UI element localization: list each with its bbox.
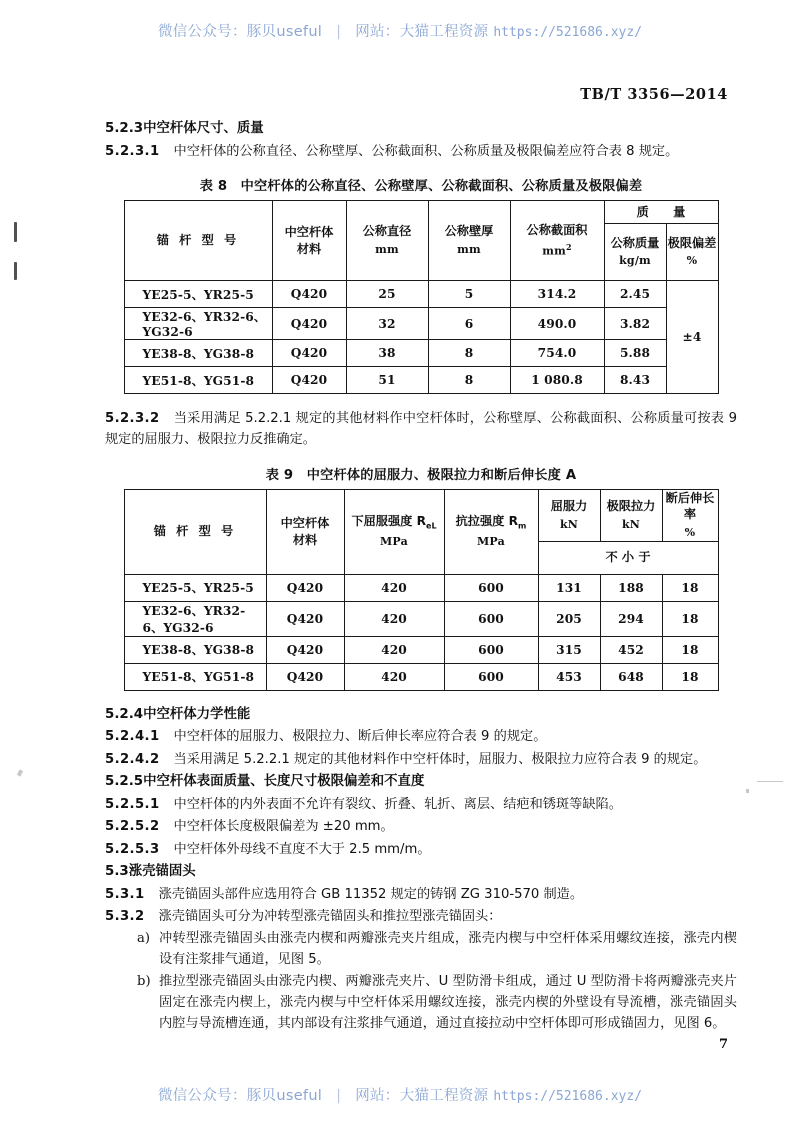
table9-th-not-less-than: 不 小 于 bbox=[538, 541, 718, 574]
clause-text: 中空杆体长度极限偏差为 ±20 mm。 bbox=[173, 819, 394, 835]
table8-header-row-1 bbox=[124, 201, 718, 224]
table9-cell-model: YE51-8、YG51-8 bbox=[124, 663, 266, 690]
table8-cell-model: YE25-5、YR25-5 bbox=[124, 281, 272, 308]
table9-th-yield-strength: 下屈服强度 $R_{eL}$ MPa bbox=[344, 489, 444, 574]
table9-cell-elongation: 18 bbox=[662, 574, 718, 601]
table8-cell-material: Q420 bbox=[272, 281, 346, 308]
table8-cell-diameter: 32 bbox=[346, 308, 428, 340]
list-item-a-label: a) bbox=[137, 931, 151, 947]
clause-text: 中空杆体外母线不直度不大于 2.5 mm/m。 bbox=[173, 841, 431, 857]
table9-cell-yield-force: 315 bbox=[538, 636, 600, 663]
clause-number: 5.2.4.2 bbox=[105, 751, 160, 767]
table8-caption: 表 8 中空杆体的公称直径、公称壁厚、公称截面积、公称质量及极限偏差 bbox=[199, 179, 643, 195]
table9-cell-yield-force: 205 bbox=[538, 601, 600, 636]
scan-artifact-line bbox=[757, 781, 783, 782]
clause-5-2-5-2 bbox=[105, 816, 737, 837]
watermark-url: https://521686.xyz/ bbox=[493, 25, 643, 40]
list-item-b bbox=[105, 971, 737, 1034]
table8-cell-model: YE32-6、YR32-6、YG32-6 bbox=[124, 308, 272, 340]
table8-cell-deviation: ±4 bbox=[666, 281, 718, 394]
table-row bbox=[124, 340, 718, 367]
table9-cell-tensile-strength: 600 bbox=[444, 574, 538, 601]
scan-artifact-mark bbox=[14, 262, 17, 280]
clause-number: 5.2.3.2 bbox=[105, 411, 160, 427]
watermark-url: https://521686.xyz/ bbox=[493, 1089, 643, 1104]
table8-cell-wall: 8 bbox=[428, 367, 510, 394]
table9-cell-elongation: 18 bbox=[662, 636, 718, 663]
table9-th-material: 中空杆体 材料 bbox=[266, 489, 344, 574]
table8-cell-mass: 3.82 bbox=[604, 308, 666, 340]
table8-th-material: 中空杆体 材料 bbox=[272, 201, 346, 281]
clause-5-2-4-1 bbox=[105, 726, 737, 747]
table-row bbox=[124, 601, 718, 636]
clause-text: 当采用满足 5.2.2.1 规定的其他材料作中空杆体时，公称壁厚、公称截面积、公称质量可按表 9 规定的屈服力、极限拉力反推确定。 bbox=[105, 411, 737, 448]
table-row bbox=[124, 281, 718, 308]
clause-title: 中空杆体表面质量、长度尺寸极限偏差和不直度 bbox=[143, 774, 425, 790]
list-item-a bbox=[105, 928, 737, 970]
standard-identifier: TB/T 3356—2014 bbox=[580, 86, 728, 103]
table9-cell-ultimate-force: 452 bbox=[600, 636, 662, 663]
table9-cell-yield-force: 453 bbox=[538, 663, 600, 690]
clause-5-2-5-3 bbox=[105, 839, 737, 860]
table8-th-section-area: 公称截面积 $mm^2$ bbox=[510, 201, 604, 281]
table9 bbox=[124, 489, 719, 691]
watermark-separator: | bbox=[336, 24, 342, 40]
table9-caption: 表 9 中空杆体的屈服力、极限拉力和断后伸长度 A bbox=[265, 467, 577, 483]
clause-5-3-2 bbox=[105, 906, 737, 927]
list-item-b-text: 推拉型涨壳锚固头由涨壳内楔、两瓣涨壳夹片、U 型防滑卡组成，通过 U 型防滑卡将两瓣涨壳夹片固定在涨壳内楔上，涨壳内楔与中空杆体采用螺纹连接，涨壳内楔的外壁设有导流槽，涨壳锚固头内腔与导流槽连通，其内部设有注浆排气通道，通过直接拉动中空杆体即可形成锚固力，见图 6。 bbox=[159, 973, 737, 1031]
table8-th-wall-thickness: 公称壁厚 mm bbox=[428, 201, 510, 281]
table8-cell-wall: 8 bbox=[428, 340, 510, 367]
table9-cell-yield-strength: 420 bbox=[344, 601, 444, 636]
table8-th-deviation: 极限偏差 % bbox=[666, 224, 718, 281]
table-row bbox=[124, 574, 718, 601]
table8-cell-material: Q420 bbox=[272, 308, 346, 340]
table9-cell-tensile-strength: 600 bbox=[444, 601, 538, 636]
table-row bbox=[124, 367, 718, 394]
table8-cell-diameter: 25 bbox=[346, 281, 428, 308]
clause-text: 中空杆体的内外表面不允许有裂纹、折叠、轧折、离层、结疤和锈斑等缺陷。 bbox=[173, 796, 622, 812]
clause-5-2-5 bbox=[105, 771, 737, 793]
clause-text: 涨壳锚固头部件应选用符合 GB 11352 规定的铸钢 ZG 310-570 制造。 bbox=[158, 886, 584, 902]
table9-cell-yield-strength: 420 bbox=[344, 663, 444, 690]
clause-5-2-3 bbox=[105, 118, 737, 140]
table9-cell-yield-force: 131 bbox=[538, 574, 600, 601]
table9-cell-ultimate-force: 294 bbox=[600, 601, 662, 636]
table8-cell-mass: 8.43 bbox=[604, 367, 666, 394]
clause-5-2-3-1 bbox=[105, 141, 737, 162]
clause-5-2-4-2 bbox=[105, 749, 737, 770]
table8-cell-material: Q420 bbox=[272, 367, 346, 394]
list-item-b-label: b) bbox=[137, 973, 151, 989]
table9-th-model: 锚 杆 型 号 bbox=[124, 489, 266, 574]
table9-cell-ultimate-force: 188 bbox=[600, 574, 662, 601]
scan-artifact-mark bbox=[14, 222, 17, 242]
table9-cell-ultimate-force: 648 bbox=[600, 663, 662, 690]
clause-text: 涨壳锚固头可分为冲转型涨壳锚固头和推拉型涨壳锚固头： bbox=[158, 908, 502, 924]
table8-cell-model: YE51-8、YG51-8 bbox=[124, 367, 272, 394]
clause-5-2-4 bbox=[105, 704, 737, 726]
table9-cell-tensile-strength: 600 bbox=[444, 663, 538, 690]
clause-title: 中空杆体尺寸、质量 bbox=[143, 121, 264, 136]
watermark-wechat-label: 微信公众号：豚贝useful bbox=[157, 24, 323, 40]
table9-cell-yield-strength: 420 bbox=[344, 574, 444, 601]
clause-text: 中空杆体的屈服力、极限拉力、断后伸长率应符合表 9 的规定。 bbox=[173, 729, 547, 745]
table8-cell-diameter: 51 bbox=[346, 367, 428, 394]
watermark-top bbox=[0, 20, 800, 41]
table8 bbox=[124, 200, 719, 394]
clause-5-2-3-2 bbox=[105, 408, 737, 451]
table9-th-yield-force: 屈服力 kN bbox=[538, 489, 600, 541]
clause-number: 5.2.4 bbox=[105, 706, 144, 722]
table9-cell-material: Q420 bbox=[266, 663, 344, 690]
table8-cell-area: 754.0 bbox=[510, 340, 604, 367]
table8-cell-material: Q420 bbox=[272, 340, 346, 367]
clause-title: 中空杆体力学性能 bbox=[143, 706, 251, 722]
watermark-separator: | bbox=[336, 1088, 342, 1104]
clause-number: 5.3.1 bbox=[105, 886, 145, 902]
clause-5-3 bbox=[105, 861, 737, 883]
table9-cell-material: Q420 bbox=[266, 601, 344, 636]
clause-number: 5.2.5.2 bbox=[105, 819, 160, 835]
table9-cell-model: YE25-5、YR25-5 bbox=[124, 574, 266, 601]
table8-th-nominal-mass: 公称质量 kg/m bbox=[604, 224, 666, 281]
table9-th-elongation: 断后伸长率 % bbox=[662, 489, 718, 541]
clause-number: 5.2.4.1 bbox=[105, 729, 160, 745]
table9-cell-elongation: 18 bbox=[662, 601, 718, 636]
table8-cell-wall: 6 bbox=[428, 308, 510, 340]
table8-cell-diameter: 38 bbox=[346, 340, 428, 367]
page-number: 7 bbox=[718, 1037, 728, 1052]
clause-number: 5.2.3.1 bbox=[105, 143, 160, 159]
table9-cell-model: YE32-6、YR32-6、YG32-6 bbox=[124, 601, 266, 636]
table-row bbox=[124, 636, 718, 663]
table-row bbox=[124, 663, 718, 690]
table8-cell-wall: 5 bbox=[428, 281, 510, 308]
table8-cell-area: 314.2 bbox=[510, 281, 604, 308]
scan-artifact-mark bbox=[746, 789, 749, 793]
clause-text: 中空杆体的公称直径、公称壁厚、公称截面积、公称质量及极限偏差应符合表 8 规定。 bbox=[173, 143, 679, 159]
clause-number: 5.2.5.3 bbox=[105, 841, 160, 857]
table9-cell-material: Q420 bbox=[266, 574, 344, 601]
clause-5-3-1 bbox=[105, 884, 737, 905]
watermark-bottom bbox=[0, 1084, 800, 1105]
table-row bbox=[124, 308, 718, 340]
watermark-site-label: 网站：大猫工程资源 bbox=[355, 24, 489, 40]
table8-th-model: 锚 杆 型 号 bbox=[124, 201, 272, 281]
clause-number: 5.2.5 bbox=[105, 774, 144, 790]
table8-cell-mass: 2.45 bbox=[604, 281, 666, 308]
clause-number: 5.3 bbox=[105, 863, 129, 879]
table8-th-mass-group: 质 量 bbox=[604, 201, 718, 224]
list-item-a-text: 冲转型涨壳锚固头由涨壳内楔和两瓣涨壳夹片组成，涨壳内楔与中空杆体采用螺纹连接，涨壳内楔设有注浆排气通道，见图 5。 bbox=[159, 931, 737, 968]
table8-cell-area: 490.0 bbox=[510, 308, 604, 340]
clause-number: 5.2.3 bbox=[105, 121, 144, 136]
table9-cell-model: YE38-8、YG38-8 bbox=[124, 636, 266, 663]
table9-cell-material: Q420 bbox=[266, 636, 344, 663]
table9-th-ultimate-force: 极限拉力 kN bbox=[600, 489, 662, 541]
table9-th-tensile-strength: 抗拉强度 $R_m$ MPa bbox=[444, 489, 538, 574]
clause-number: 5.2.5.1 bbox=[105, 796, 160, 812]
table8-cell-mass: 5.88 bbox=[604, 340, 666, 367]
document-content bbox=[105, 118, 737, 1034]
clause-title: 涨壳锚固头 bbox=[128, 863, 196, 879]
table8-cell-area: 1 080.8 bbox=[510, 367, 604, 394]
clause-number: 5.3.2 bbox=[105, 908, 145, 924]
table9-header-row-1 bbox=[124, 489, 718, 541]
clause-5-2-5-1 bbox=[105, 794, 737, 815]
watermark-wechat-label: 微信公众号：豚贝useful bbox=[157, 1088, 323, 1104]
clause-text: 当采用满足 5.2.2.1 规定的其他材料作中空杆体时，屈服力、极限拉力应符合表 9 的规定。 bbox=[173, 751, 707, 767]
table8-th-diameter: 公称直径 mm bbox=[346, 201, 428, 281]
table9-cell-elongation: 18 bbox=[662, 663, 718, 690]
watermark-site-label: 网站：大猫工程资源 bbox=[355, 1088, 489, 1104]
table9-cell-tensile-strength: 600 bbox=[444, 636, 538, 663]
scan-artifact-mark bbox=[17, 769, 23, 776]
table9-cell-yield-strength: 420 bbox=[344, 636, 444, 663]
table8-cell-model: YE38-8、YG38-8 bbox=[124, 340, 272, 367]
